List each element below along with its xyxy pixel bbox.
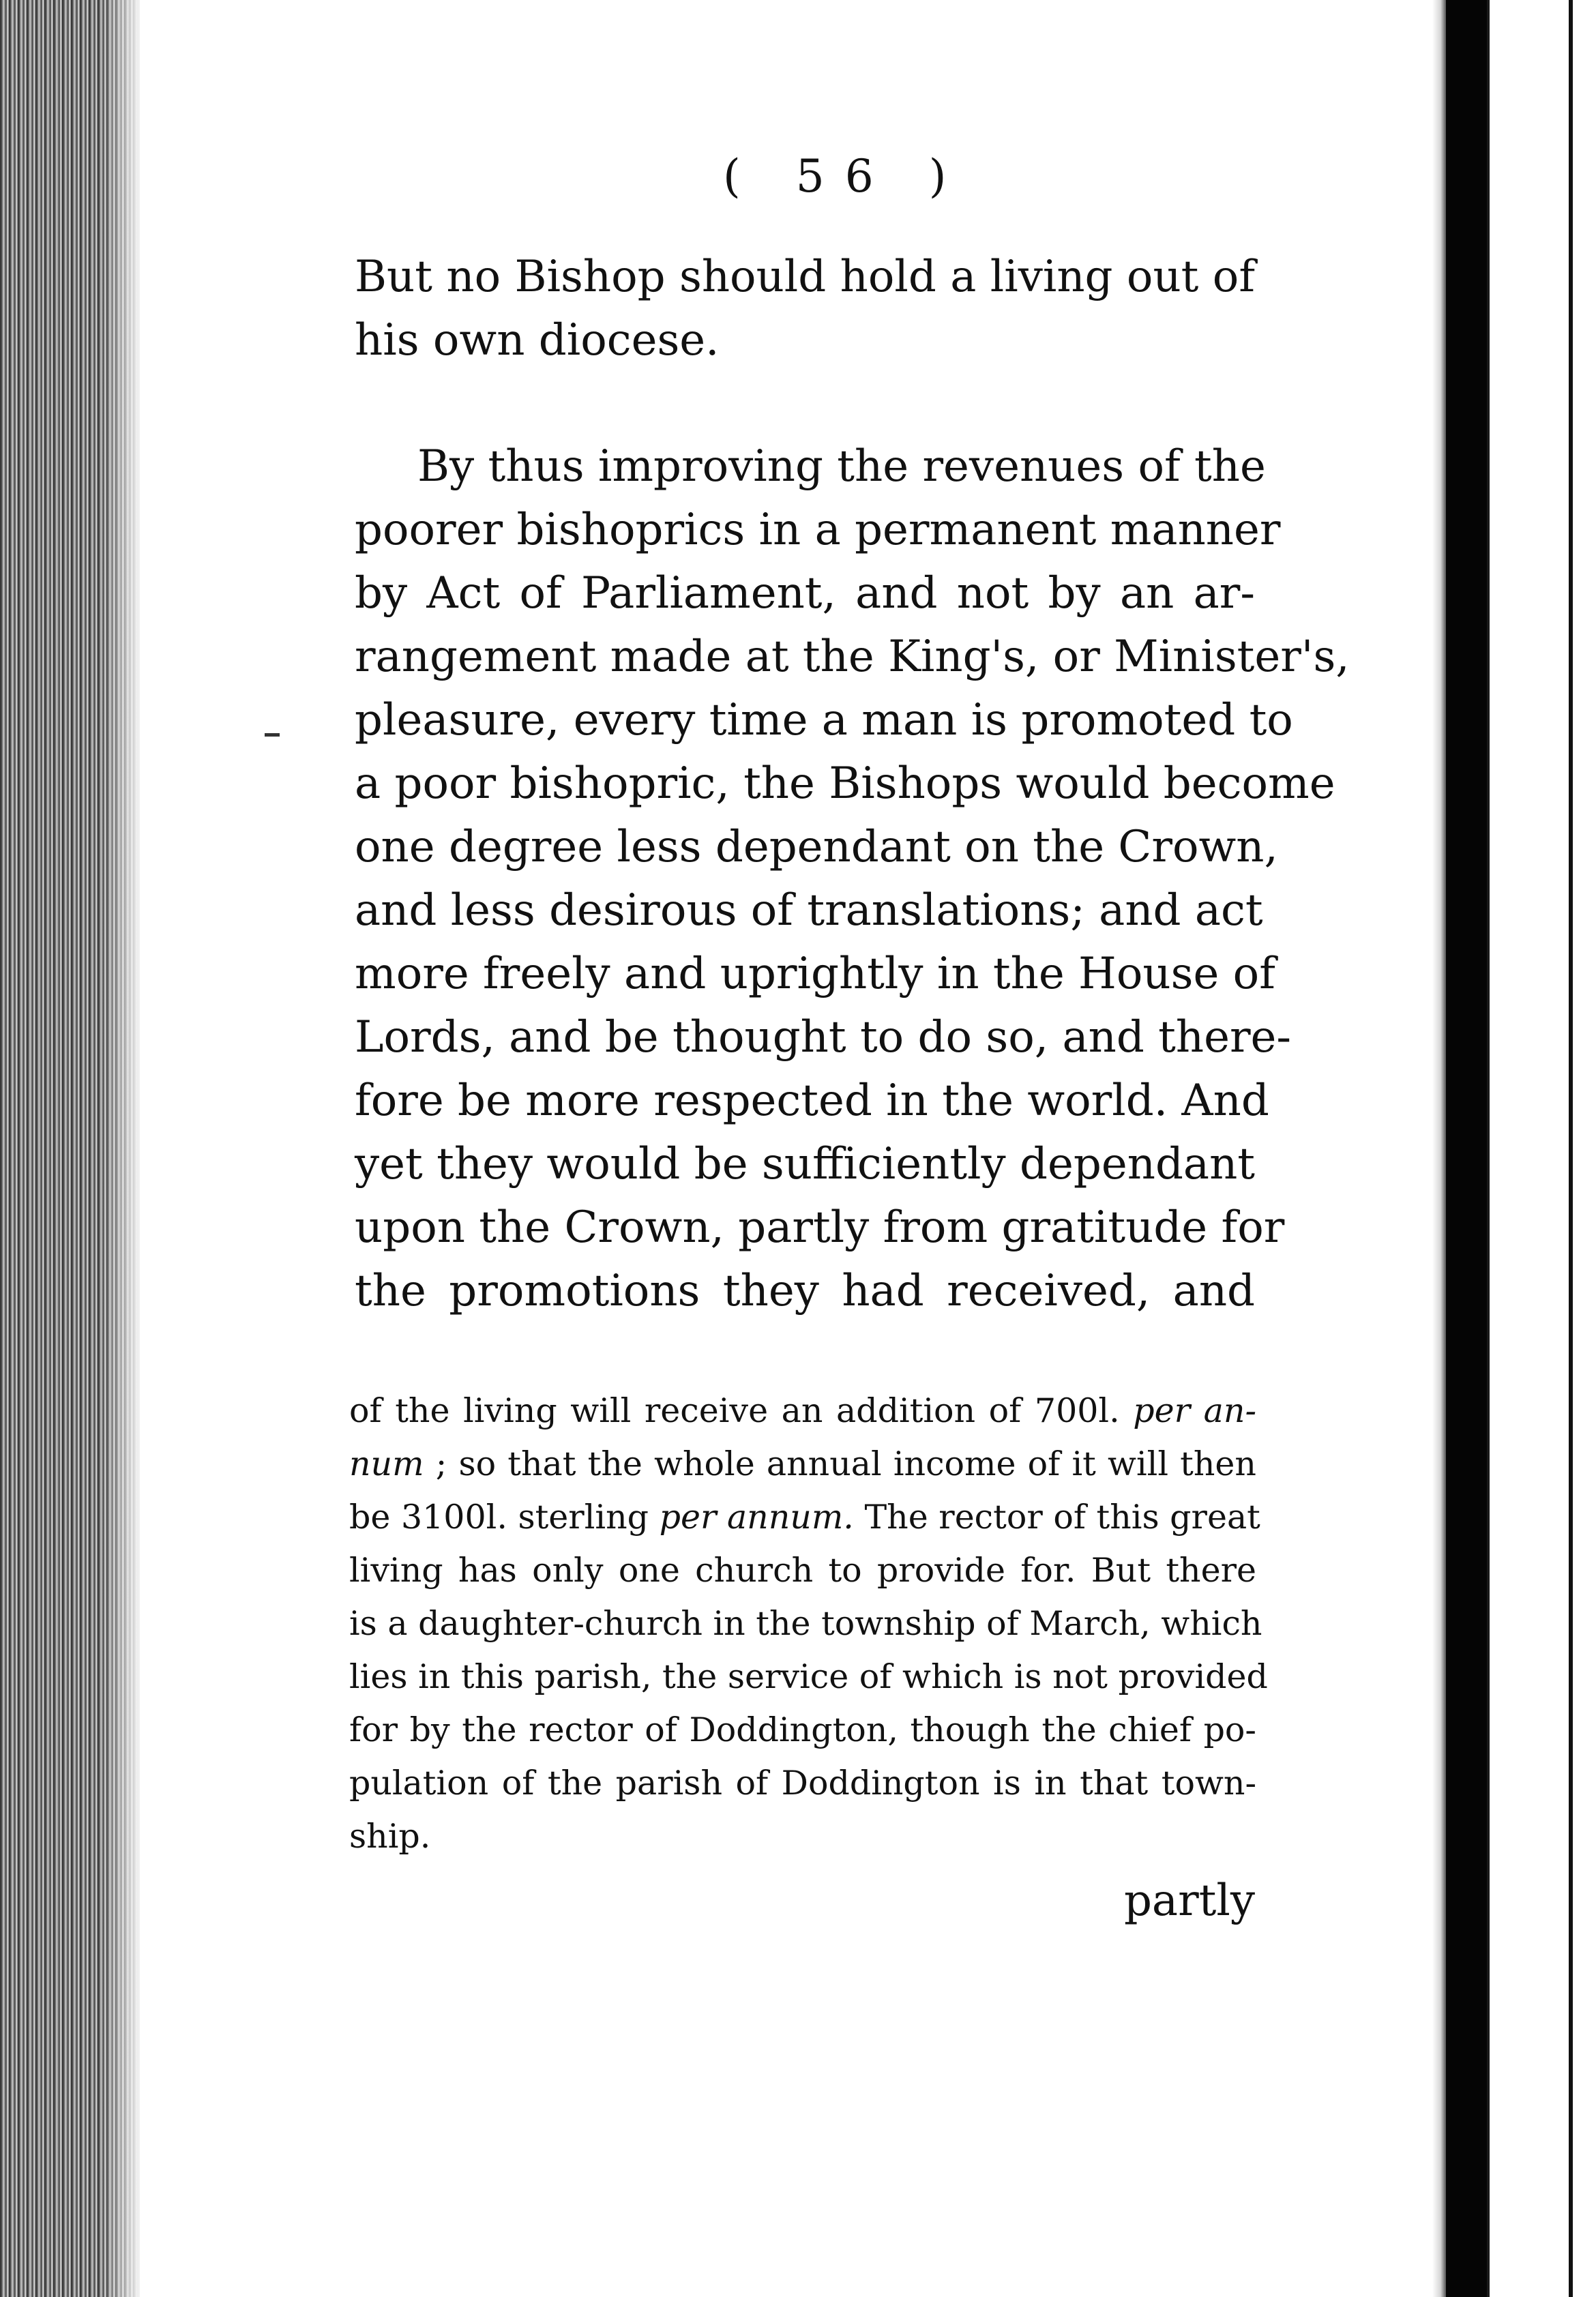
footnote-line: for by the rector of Doddington, though the chief po-	[349, 1710, 1256, 1749]
body-line: But no Bishop should hold a living out of	[355, 252, 1255, 302]
body-line: upon the Crown, partly from gratitude for	[355, 1202, 1285, 1253]
body-line: rangement made at the King's, or Minister's,	[355, 632, 1350, 682]
body-line: his own diocese.	[355, 315, 720, 366]
stray-ink-mark	[265, 733, 280, 737]
body-line: one degree less dependant on the Crown,	[355, 822, 1278, 872]
facing-page-edge	[1487, 0, 1596, 2297]
body-line: Lords, and be thought to do so, and there-	[355, 1012, 1292, 1063]
body-line: and less desirous of translations; and act	[355, 885, 1263, 936]
page-number: ( 56 )	[723, 150, 967, 203]
gutter-shadow	[102, 0, 140, 2297]
paragraph-gap	[355, 372, 1255, 435]
footnote	[349, 1384, 1268, 1863]
facing-page-border	[1569, 0, 1573, 2297]
body-line: fore be more respected in the world. And	[355, 1076, 1269, 1126]
body-line: the promotions they had received, and	[355, 1266, 1255, 1316]
body-line: by Act of Parliament, and not by an ar-	[355, 568, 1255, 619]
footnote-line: num ; so that the whole annual income of it will then	[349, 1444, 1256, 1483]
footnote-line: lies in this parish, the service of which is not provided	[349, 1657, 1268, 1696]
page-edge-shadow	[1432, 0, 1446, 2297]
body-line: a poor bishopric, the Bishops would become	[355, 758, 1335, 809]
footnote-line: ship.	[349, 1817, 431, 1856]
body-line: more freely and uprightly in the House of	[355, 949, 1275, 999]
footnote-line: living has only one church to provide for. But there	[349, 1551, 1256, 1590]
footnote-line: is a daughter-church in the township of March, which	[349, 1604, 1262, 1643]
catchword: partly	[1123, 1876, 1255, 1926]
footnote-line: be 3100l. sterling per annum. The rector of this great	[349, 1498, 1260, 1537]
footnote-line: pulation of the parish of Doddington is in that town-	[349, 1764, 1256, 1803]
body-line: pleasure, every time a man is promoted to	[355, 695, 1293, 745]
book-spine	[1446, 0, 1487, 2297]
body-line: By thus improving the revenues of the	[417, 441, 1266, 492]
body-line: yet they would be sufficiently dependant	[355, 1139, 1255, 1189]
body-text	[355, 246, 1350, 1323]
footnote-line: of the living will receive an addition of 700l. per an-	[349, 1391, 1256, 1430]
body-line: poorer bishoprics in a permanent manner	[355, 505, 1281, 555]
